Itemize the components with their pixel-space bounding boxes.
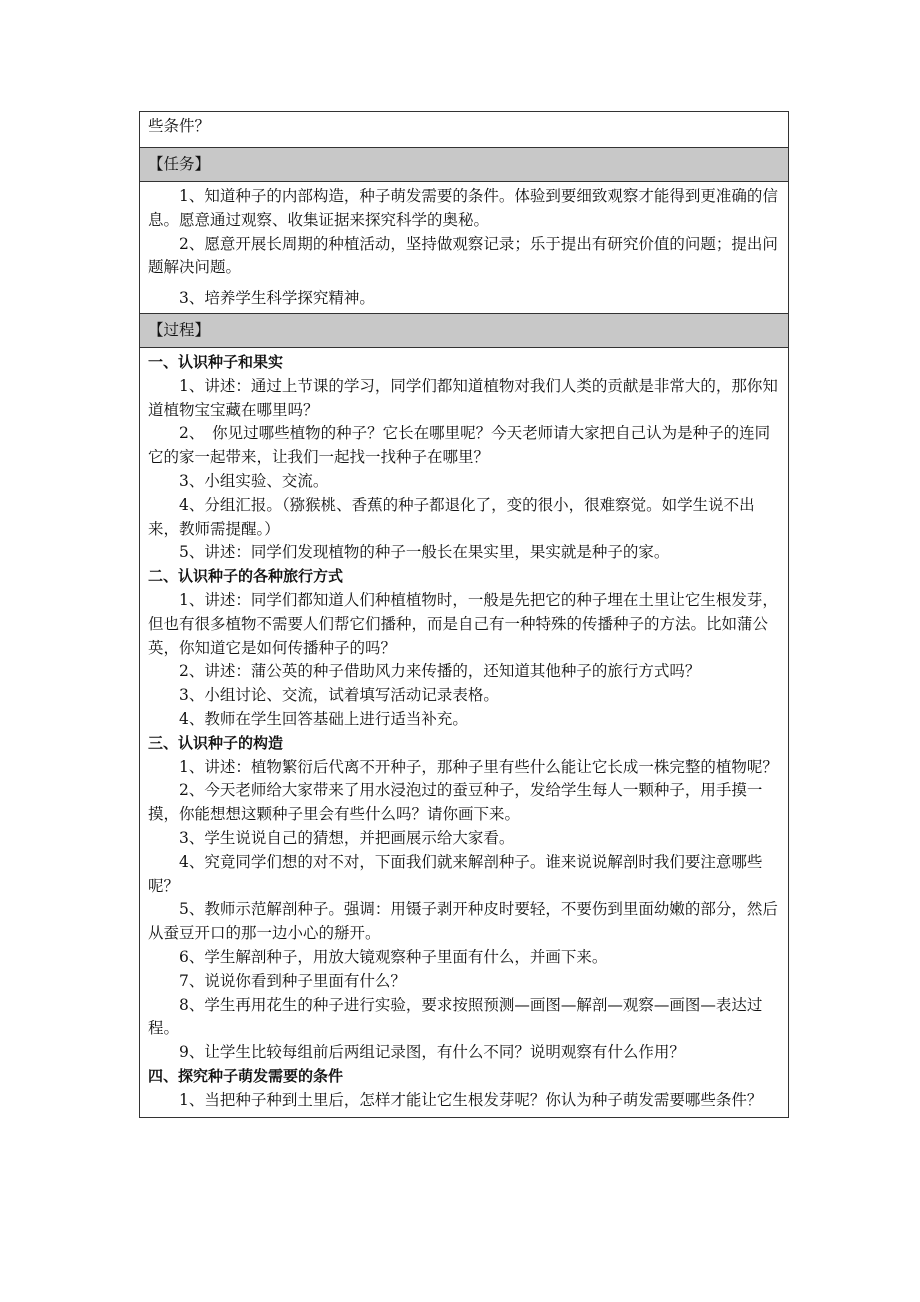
section-title: 二、认识种子的各种旅行方式 <box>148 567 344 586</box>
task-item: 3、培养学生科学探究精神。 <box>179 289 375 308</box>
task-item: 1、知道种子的内部构造，种子萌发需要的条件。体验到要细致观察才能得到更准确的信息。愿意通过观察、收集证据来探究科学的奥秘。 <box>148 187 778 229</box>
section-item: 6、学生解剖种子，用放大镜观察种子里面有什么，并画下来。 <box>179 947 608 966</box>
process-header: 【过程】 <box>148 321 211 339</box>
section-title: 三、认识种子的构造 <box>148 733 284 752</box>
section-item: 4、教师在学生回答基础上进行适当补充。 <box>179 709 468 728</box>
section-item: 5、教师示范解剖种子。强调：用镊子剥开种皮时要轻，不要伤到里面幼嫩的部分，然后从蚕豆开口的那一边小心的掰开。 <box>148 900 778 943</box>
process-content-cell <box>140 348 788 1117</box>
task-content-cell <box>140 182 788 314</box>
task-header: 【任务】 <box>148 155 211 173</box>
task-item: 2、愿意开展长周期的种植活动，坚持做观察记录；乐于提出有研究价值的问题；提出问题解决问题。 <box>148 234 778 277</box>
section-item: 1、讲述：植物繁衍后代离不开种子，那种子里有些什么能让它长成一株完整的植物呢？ <box>179 757 778 776</box>
section-item: 5、讲述：同学们发现植物的种子一般长在果实里，果实就是种子的家。 <box>179 543 670 562</box>
continuation-text: 些条件？ <box>148 117 211 135</box>
section-item: 4、究竟同学们想的对不对，下面我们就来解剖种子。谁来说说解剖时我们要注意哪些呢？ <box>148 852 763 895</box>
section-item: 8、学生再用花生的种子进行实验，要求按照预测—画图—解剖—观察—画图—表达过程。 <box>148 995 763 1038</box>
lesson-plan-table <box>139 111 789 1118</box>
section-item: 3、小组实验、交流。 <box>179 471 329 490</box>
section-item: 2、讲述：蒲公英的种子借助风力来传播的，还知道其他种子的旅行方式吗？ <box>179 662 701 681</box>
continuation-cell <box>140 112 788 148</box>
section-item: 4、分组汇报。（猕猴桃、香蕉的种子都退化了，变的很小，很难察觉。如学生说不出来，教师需提醒。） <box>148 495 755 538</box>
section-item: 3、小组讨论、交流，试着填写活动记录表格。 <box>179 686 499 705</box>
section-item: 1、讲述：同学们都知道人们种植植物时，一般是先把它的种子埋在土里让它生根发芽，但也有很多植物不需要人们帮它们播种，而是自己有一种特殊的传播种子的方法。比如蒲公英，你知道它是如何传播种子的吗？ <box>148 590 778 657</box>
section-item: 3、学生说说自己的猜想，并把画展示给大家看。 <box>179 828 515 847</box>
section-item: 1、当把种子种到土里后，怎样才能让它生根发芽呢？你认为种子萌发需要哪些条件？ <box>179 1090 763 1109</box>
process-header-cell <box>140 314 788 348</box>
section-item: 1、讲述：通过上节课的学习，同学们都知道植物对我们人类的贡献是非常大的，那你知道植物宝宝藏在哪里吗？ <box>148 376 778 419</box>
section-title: 四、探究种子萌发需要的条件 <box>148 1066 344 1085</box>
section-item: 9、让学生比较每组前后两组记录图，有什么不同？说明观察有什么作用？ <box>179 1043 685 1062</box>
task-header-cell <box>140 148 788 182</box>
section-item: 2、今天老师给大家带来了用水浸泡过的蚕豆种子，发给学生每人一颗种子，用手摸一摸，你能想想这颗种子里会有些什么吗？请你画下来。 <box>148 781 763 824</box>
section-title: 一、认识种子和果实 <box>148 353 284 371</box>
section-item: 7、说说你看到种子里面有什么？ <box>179 971 406 990</box>
section-item: 2、 你见过哪些植物的种子？它长在哪里呢？今天老师请大家把自己认为是种子的连同它的家一起带来，让我们一起找一找种子在哪里？ <box>148 424 771 467</box>
